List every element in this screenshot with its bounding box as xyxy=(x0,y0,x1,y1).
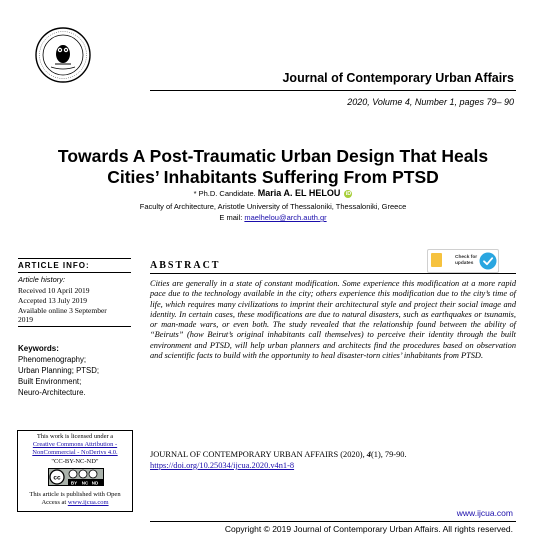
citation xyxy=(150,450,407,459)
article-info-panel xyxy=(18,258,131,399)
updates-book-icon xyxy=(431,253,442,267)
cc-by-label: BY xyxy=(70,480,78,486)
email-label: E mail: xyxy=(219,213,243,222)
author-prefix: * Ph.D. Candidate. xyxy=(193,189,256,198)
received-date: Received 10 April 2019 xyxy=(18,286,90,295)
cc-nd-label: ND xyxy=(91,480,99,486)
cc-nc-label: NC xyxy=(81,480,89,486)
abstract-heading: ABSTRACT xyxy=(150,260,221,271)
paper-title xyxy=(0,146,546,188)
license-link[interactable]: NonCommercial - NoDerivs 4.0. xyxy=(32,449,118,456)
updates-label-line-2: updates xyxy=(455,261,474,266)
online-date: Available online 3 September xyxy=(18,306,107,315)
affiliation: Faculty of Architecture, Aristotle University of Thessaloniki, Thessaloniki, Greece xyxy=(139,202,407,211)
article-info-heading: ARTICLE INFO: xyxy=(18,258,131,273)
author-name: Maria A. EL HELOU xyxy=(257,188,341,198)
author-line xyxy=(0,188,546,198)
license-site-link[interactable]: www.ijcua.com xyxy=(67,499,109,506)
keyword-item: Urban Planning; PTSD; xyxy=(18,366,100,375)
citation-text: JOURNAL OF CONTEMPORARY URBAN AFFAIRS (2020), xyxy=(150,450,365,459)
journal-title: Journal of Contemporary Urban Affairs xyxy=(282,71,514,85)
email-line xyxy=(0,213,546,222)
footer-divider xyxy=(150,521,516,522)
footer-copyright: Copyright © 2019 Journal of Contemporary Urban Affairs. All rights reserved. xyxy=(224,524,513,534)
abstract-text: Cities are generally in a state of constant modification. Some experience this modification at a more rapid pace due to the technology available in the city; others experience this modification due to the city’s time of life, which requires many civilizations to imprint their architectural style and project their social image and identity. In certain cases, these modifications are due to natural disasters, such as earthquakes or tsunamis, or man-made wars, or even both. The study revealed that the relationship found between the ability of “Beiruts” (how Beirut’s original inhabitants call themselves) to perceive their identity through the built environment and PTSD, will help urban planners and architects find the procedures based on observation and scientific facts to build with the opportunity to heal disaster-torn cities’ inhabitants from PTSD. xyxy=(150,279,516,361)
footer-site-link[interactable]: www.ijcua.com xyxy=(456,508,513,518)
license-line: This article is published with Open xyxy=(29,491,121,498)
license-link[interactable]: Creative Commons Attribution - xyxy=(32,441,118,448)
license-access-prefix: Access at xyxy=(41,499,67,506)
paper-title-line-1: Towards A Post-Traumatic Urban Design That Heals xyxy=(57,146,489,166)
abstract-divider xyxy=(150,273,516,274)
check-for-updates-button[interactable] xyxy=(427,249,499,273)
article-history-label: Article history: xyxy=(18,275,66,284)
orcid-icon[interactable]: iD xyxy=(345,191,352,198)
updates-label-line-1: Check for xyxy=(455,255,478,260)
issue-line: 2020, Volume 4, Number 1, pages 79– 90 xyxy=(347,97,514,107)
keyword-item: Built Environment; xyxy=(18,377,82,386)
keyword-item: Neuro-Architecture. xyxy=(18,388,86,397)
keyword-item: Phenomenography; xyxy=(18,355,87,364)
citation-volume: 4 xyxy=(366,450,371,459)
online-date-year: 2019 xyxy=(18,315,33,324)
accepted-date: Accepted 13 July 2019 xyxy=(18,296,87,305)
header-divider xyxy=(150,90,516,91)
email-link[interactable]: maelhelou@arch.auth.gr xyxy=(244,213,327,222)
citation-pages: (1), 79-90. xyxy=(370,450,407,459)
license-box xyxy=(17,430,133,512)
cc-label: cc xyxy=(53,474,61,482)
license-line: This work is licensed under a xyxy=(36,433,114,440)
doi-link[interactable]: https://doi.org/10.25034/ijcua.2020.v4n1-8 xyxy=(150,461,295,470)
license-line xyxy=(20,499,130,506)
check-circle-icon xyxy=(479,252,497,270)
keywords-label: Keywords: xyxy=(18,344,59,353)
cc-by-nc-nd-badge[interactable] xyxy=(48,468,104,486)
article-info-divider xyxy=(18,326,131,327)
paper-title-line-2: Cities’ Inhabitants Suffering From PTSD xyxy=(107,167,439,187)
license-code: "CC-BY-NC-ND" xyxy=(51,458,99,465)
